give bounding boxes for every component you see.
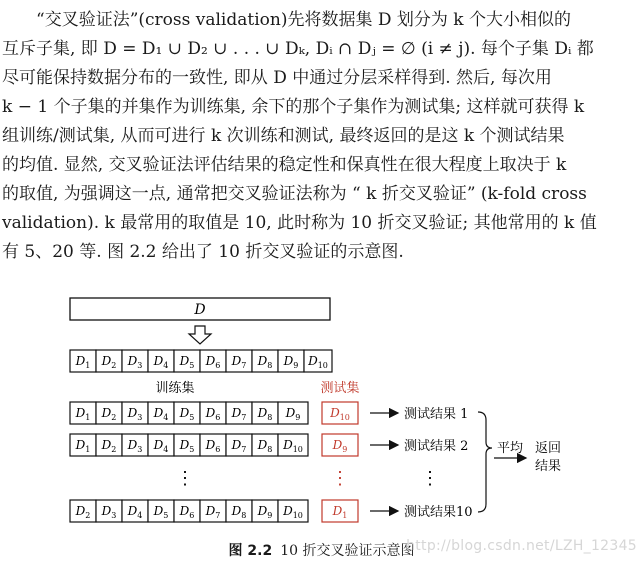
row1-train-cell-2-label: $D_2$: [101, 406, 117, 422]
row3-train-cell-3-label: $D_4$: [127, 504, 143, 520]
row2-train-cell-7-label: $D_7$: [231, 438, 247, 454]
paragraph-line-8: validation). k 最常用的取值是 10, 此时称为 10 折交叉验证; 其他常用的 k 值: [2, 213, 597, 233]
row1-train-cell-8-label: $D_8$: [257, 406, 273, 422]
paragraph-line-5: 组训练/测试集, 从而可进行 k 次训练和测试, 最终返回的是这 k 个测试结果: [2, 126, 565, 146]
results-brace: [478, 412, 492, 512]
cross-validation-figure: [0, 292, 643, 566]
paragraph-line-2: 互斥子集, 即 D = D₁ ∪ D₂ ∪ . . . ∪ Dₖ, Dᵢ ∩ Dⱼ = ∅ (i ≠ j). 每个子集 Dᵢ 都: [2, 39, 594, 59]
result-ellipsis: ⋮: [421, 468, 439, 489]
row1-test-cell-label: $D_{10}$: [330, 406, 350, 422]
row2-train-cell-2-label: $D_2$: [101, 438, 117, 454]
row3-train-cell-5-label: $D_6$: [179, 504, 195, 520]
return-label: 返回: [534, 441, 562, 456]
row3-train-cell-2-label: $D_3$: [101, 504, 117, 520]
cross-validation-diagram: [0, 292, 643, 532]
row3-train-cell-9-label: $D_{10}$: [283, 504, 303, 520]
row1-result-label: 测试结果 1: [404, 407, 469, 422]
subset-cell-1-label: $D_1$: [75, 354, 91, 370]
subset-cell-7-label: $D_7$: [231, 354, 247, 370]
test-ellipsis: ⋮: [331, 468, 349, 489]
row1-train-cell-3-label: $D_3$: [127, 406, 143, 422]
row3-test-cell-label: $D_1$: [332, 504, 348, 520]
paragraph-line-7: 的取值, 为强调这一点, 通常把交叉验证法称为 “ k 折交叉验证” (k-fold cross: [2, 184, 587, 204]
subset-cell-8-label: $D_8$: [257, 354, 273, 370]
caption-text: 10 折交叉验证示意图: [280, 543, 415, 559]
row3-train-cell-8-label: $D_9$: [257, 504, 273, 520]
subset-cell-5-label: $D_5$: [179, 354, 195, 370]
subset-cell-4-label: $D_4$: [153, 354, 169, 370]
row3-train-cell-6-label: $D_7$: [205, 504, 221, 520]
fold-rows: [70, 402, 473, 522]
row2-train-cell-1-label: $D_1$: [75, 438, 91, 454]
body-paragraph: [2, 6, 638, 267]
train-set-label: 训练集: [155, 381, 195, 396]
row3-result-label: 测试结果10: [404, 505, 473, 520]
row2-train-cell-4-label: $D_4$: [153, 438, 169, 454]
row1-train-cell-1-label: $D_1$: [75, 406, 91, 422]
row2-train-cell-5-label: $D_5$: [179, 438, 195, 454]
rows-ellipsis: ⋮: [176, 468, 194, 489]
subsets-row: [70, 350, 332, 372]
row1-train-cell-5-label: $D_5$: [179, 406, 195, 422]
subset-cell-10-label: $D_{10}$: [308, 354, 328, 370]
dataset-label: D: [194, 302, 206, 318]
paragraph-line-9: 有 5、20 等. 图 2.2 给出了 10 折交叉验证的示意图.: [2, 242, 404, 262]
watermark: http://blog.csdn.net/LZH_12345: [406, 538, 637, 554]
row1-train-cell-7-label: $D_7$: [231, 406, 247, 422]
row1-train-cell-9-label: $D_9$: [285, 406, 301, 422]
row2-result-label: 测试结果 2: [404, 439, 469, 454]
test-set-label: 测试集: [320, 381, 360, 396]
row2-train-cell-8-label: $D_8$: [257, 438, 273, 454]
paragraph-line-6: 的均值. 显然, 交叉验证法评估结果的稳定性和保真性在很大程度上取决于 k: [2, 155, 567, 175]
subset-cell-6-label: $D_6$: [205, 354, 221, 370]
row1-train-cell-6-label: $D_6$: [205, 406, 221, 422]
row3-train-cell-4-label: $D_5$: [153, 504, 169, 520]
split-arrow-icon: [189, 326, 211, 344]
average-label: 平均: [496, 441, 524, 456]
row2-train-cell-6-label: $D_6$: [205, 438, 221, 454]
paragraph-line-1: “交叉验证法”(cross validation)先将数据集 D 划分为 k 个大小相似的: [36, 10, 572, 30]
subset-cell-2-label: $D_2$: [101, 354, 117, 370]
row3-train-cell-1-label: $D_2$: [75, 504, 91, 520]
row2-train-cell-3-label: $D_3$: [127, 438, 143, 454]
row2-train-cell-9-label: $D_{10}$: [283, 438, 303, 454]
row1-train-cell-4-label: $D_4$: [153, 406, 169, 422]
paragraph-line-3: 尽可能保持数据分布的一致性, 即从 D 中通过分层采样得到. 然后, 每次用: [2, 68, 552, 88]
caption-number: 图 2.2: [228, 543, 273, 559]
subset-cell-3-label: $D_3$: [127, 354, 143, 370]
paragraph-line-4: k − 1 个子集的并集作为训练集, 余下的那个子集作为测试集; 这样就可获得 k: [2, 97, 585, 117]
subset-cell-9-label: $D_9$: [283, 354, 299, 370]
final-result-label: 结果: [534, 459, 562, 474]
row2-test-cell-label: $D_9$: [332, 438, 348, 454]
row3-train-cell-7-label: $D_8$: [231, 504, 247, 520]
